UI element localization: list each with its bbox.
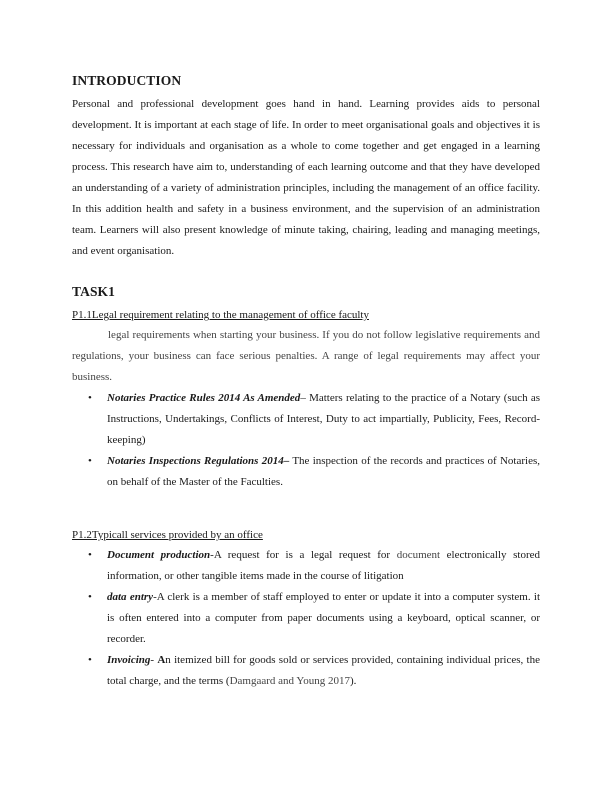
bullet-term: Notaries Practice Rules 2014 As Amended — [107, 392, 301, 404]
bullet-icon: • — [88, 455, 92, 467]
p11-subheading: P1.1Legal requirement relating to the management of office faculty — [72, 309, 369, 321]
bullet-icon: • — [88, 549, 92, 561]
bullet-icon: • — [88, 654, 92, 666]
bullet-text: A request for is a legal request for — [213, 549, 397, 561]
list-item — [88, 587, 540, 650]
bullet-term: Document production — [107, 549, 211, 561]
bullet-lead-letter: A — [157, 654, 166, 666]
bullet-term: data entry — [107, 591, 154, 603]
introduction-heading: INTRODUCTION — [72, 73, 182, 88]
list-item — [88, 451, 541, 493]
bullet-text: A clerk is a member of staff employed to enter or update it into a computer system. it is often entered into a computer from paper documents using a keyboard, optical scanner, or recorder. — [107, 591, 540, 645]
bullet-separator: - — [153, 591, 157, 603]
bullet-text-link: document — [396, 549, 441, 561]
bullet-text: electronically stored information, or other tangible items made in the course of litigation — [107, 549, 540, 582]
bullet-icon: • — [88, 392, 92, 404]
bullet-separator: – — [300, 392, 310, 404]
bullet-term: Notaries Inspections Regulations 2014– — [107, 455, 290, 467]
p12-subheading: P1.2Typicall services provided by an office — [72, 529, 263, 541]
bullet-text: n itemized bill for goods sold or services provided, containing individual prices, the total charge, and the terms ( — [107, 654, 540, 687]
citation: Damgaard and Young 2017 — [229, 675, 350, 687]
p11-bullet-list — [72, 388, 540, 493]
list-item — [88, 545, 540, 587]
list-item — [88, 388, 540, 451]
bullet-text: Matters relating to the practice of a Notary (such as Instructions, Undertakings, Conflicts of Interest, Duty to act impartially, Publicity, Fees, Record-keeping) — [107, 392, 540, 446]
bullet-separator: - — [150, 654, 158, 666]
p11-paragraph: legal requirements when starting your business. If you do not follow legislative requirements and regulations, your business can face serious penalties. A range of legal requirements may affect your business. — [72, 329, 540, 383]
introduction-paragraph: Personal and professional development goes hand in hand. Learning provides aids to personal development. It is important at each stage of life. In order to meet organisational goals and objectives it is necessary for individuals and organisation as a whole to come together and get engaged in a learning process. This research have aim to, understanding of each learning outcome and that they have developed an understanding of a variety of administration principles, including the management of an office facility. In this addition health and safety in a business environment, and the supervision of an administration team. Learners will also present knowledge of minute taking, chairing, leading and managing meetings, and event organisation. — [72, 98, 540, 257]
task1-heading: TASK1 — [72, 284, 116, 299]
bullet-term: Invoicing — [107, 654, 151, 666]
p12-bullet-list — [72, 545, 540, 692]
bullet-icon: • — [88, 591, 92, 603]
list-item — [88, 650, 540, 692]
bullet-separator: - — [210, 549, 214, 561]
bullet-text: ). — [349, 675, 357, 687]
bullet-text: The inspection of the records and practices of Notaries, on behalf of the Master of the Faculties. — [107, 455, 541, 488]
